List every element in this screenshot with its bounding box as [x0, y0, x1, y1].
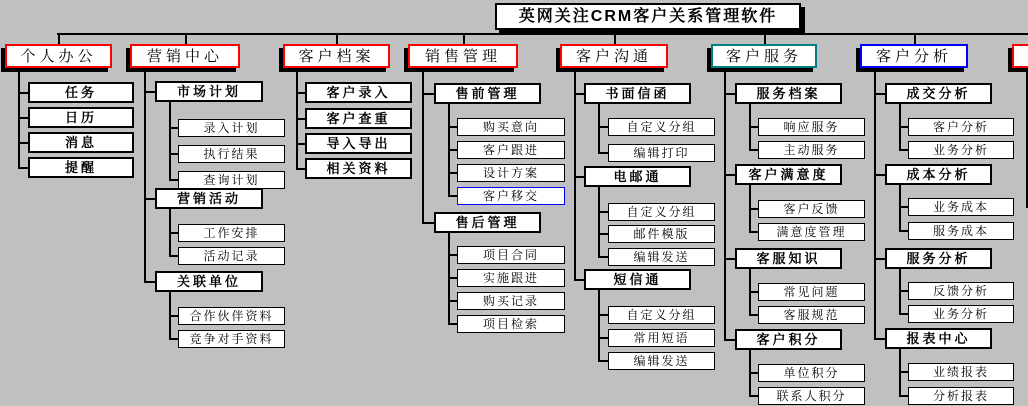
- feature-item-box: 反馈分析: [908, 282, 1014, 300]
- branch-trunk-line: [296, 68, 298, 169]
- branch-root-box: 个人办公: [5, 44, 112, 68]
- branch-root-box: 销售管理: [408, 44, 518, 68]
- feature-group-box: 售前管理: [434, 83, 541, 104]
- branch-root-box-truncated: [1012, 44, 1028, 68]
- feature-item-box: 业务分析: [908, 141, 1014, 159]
- feature-group-box: 客服知识: [735, 248, 842, 269]
- feature-item-box: 录入计划: [178, 119, 285, 137]
- group-trunk-line: [598, 104, 600, 153]
- branch-root-box: 营销中心: [130, 44, 240, 68]
- feature-item-box: 业务分析: [908, 305, 1014, 323]
- feature-item-box: 客户反馈: [758, 200, 865, 218]
- group-trunk-line: [899, 185, 901, 231]
- group-trunk-line: [749, 269, 751, 315]
- feature-group-box: 营销活动: [155, 188, 263, 209]
- feature-group-box: 服务档案: [735, 83, 842, 104]
- feature-item-box: 服务成本: [908, 222, 1014, 240]
- branch-trunk-line: [874, 68, 876, 339]
- feature-group-box: 服务分析: [885, 248, 992, 269]
- feature-group-box: 客户录入: [305, 82, 412, 103]
- feature-item-box: 客户跟进: [457, 141, 565, 159]
- branch-trunk-line: [724, 68, 726, 340]
- feature-item-box: 分析报表: [908, 387, 1014, 405]
- feature-item-box: 常用短语: [608, 329, 715, 347]
- branch-trunk-line: [422, 68, 424, 223]
- branch-stub-line: [914, 35, 916, 44]
- group-trunk-line: [749, 185, 751, 232]
- feature-group-box: 相关资料: [305, 158, 412, 179]
- feature-item-box: 项目检索: [457, 315, 565, 333]
- group-trunk-line: [448, 104, 450, 196]
- feature-item-box: 查询计划: [178, 171, 285, 189]
- feature-item-box: 业务成本: [908, 198, 1014, 216]
- feature-group-box: 客户查重: [305, 108, 412, 129]
- group-trunk-line: [169, 102, 171, 180]
- group-trunk-line: [169, 292, 171, 339]
- feature-group-box: 提醒: [28, 157, 134, 178]
- feature-item-box: 联系人积分: [758, 387, 865, 405]
- feature-group-box: 客户积分: [735, 329, 842, 350]
- feature-item-box: 设计方案: [457, 164, 565, 182]
- group-trunk-line: [598, 187, 600, 257]
- feature-item-box: 自定义分组: [608, 118, 715, 136]
- feature-item-box: 客户分析: [908, 118, 1014, 136]
- branch-root-box: 客户沟通: [560, 44, 668, 68]
- feature-item-box: 单位积分: [758, 364, 865, 382]
- feature-group-box: 书面信函: [584, 83, 691, 104]
- feature-group-box: 报表中心: [885, 328, 992, 349]
- branch-stub-line: [463, 35, 465, 44]
- feature-group-box: 售后管理: [434, 212, 541, 233]
- feature-group-box: 日历: [28, 107, 134, 128]
- chart-title: 英网关注CRM客户关系管理软件: [495, 3, 801, 30]
- group-trunk-line: [899, 269, 901, 314]
- group-trunk-line: [749, 350, 751, 396]
- feature-item-box: 业绩报表: [908, 363, 1014, 381]
- feature-item-box: 常见问题: [758, 283, 865, 301]
- group-trunk-line: [448, 233, 450, 324]
- branch-root-box: 客户分析: [860, 44, 968, 68]
- feature-group-box: 导入导出: [305, 133, 412, 154]
- group-trunk-line: [169, 209, 171, 256]
- feature-item-box: 主动服务: [758, 141, 865, 159]
- feature-group-box: 消息: [28, 132, 134, 153]
- branch-stub-line: [185, 35, 187, 44]
- title-stub-line: [626, 30, 628, 33]
- feature-item-box: 满意度管理: [758, 223, 865, 241]
- branch-stub-line: [764, 35, 766, 44]
- feature-item-box: 项目合同: [457, 246, 565, 264]
- feature-item-box: 合作伙伴资料: [178, 307, 285, 325]
- feature-group-box: 短信通: [584, 269, 691, 290]
- branch-trunk-line: [574, 68, 576, 280]
- feature-item-box: 工作安排: [178, 224, 285, 242]
- group-trunk-line: [899, 349, 901, 396]
- feature-item-box: 邮件模版: [608, 225, 715, 243]
- branch-root-box: 客户档案: [283, 44, 390, 68]
- group-trunk-line: [749, 104, 751, 150]
- feature-item-box: 执行结果: [178, 145, 285, 163]
- feature-item-box: 客服规范: [758, 306, 865, 324]
- feature-item-box: 客户移交: [457, 187, 565, 205]
- feature-group-box: 关联单位: [155, 271, 263, 292]
- branch-stub-line: [336, 35, 338, 44]
- feature-item-box: 活动记录: [178, 247, 285, 265]
- branch-stub-line: [614, 35, 616, 44]
- feature-item-box: 实施跟进: [457, 269, 565, 287]
- feature-item-box: 编辑打印: [608, 144, 715, 162]
- feature-item-box: 竞争对手资料: [178, 330, 285, 348]
- branch-trunk-line: [144, 68, 146, 282]
- feature-item-box: 编辑发送: [608, 248, 715, 266]
- feature-item-box: 自定义分组: [608, 203, 715, 221]
- feature-group-box: 电邮通: [584, 166, 691, 187]
- feature-group-box: 任务: [28, 82, 134, 103]
- feature-item-box: 编辑发送: [608, 352, 715, 370]
- group-trunk-line: [899, 104, 901, 150]
- feature-item-box: 响应服务: [758, 118, 865, 136]
- feature-group-box: 客户满意度: [735, 164, 842, 185]
- branch-stub-line: [58, 35, 60, 44]
- feature-item-box: 购买意向: [457, 118, 565, 136]
- branch-trunk-line: [18, 68, 20, 168]
- feature-group-box: 市场计划: [155, 81, 263, 102]
- feature-item-box: 自定义分组: [608, 306, 715, 324]
- feature-group-box: 成本分析: [885, 164, 992, 185]
- group-trunk-line: [598, 290, 600, 361]
- feature-group-box: 成交分析: [885, 83, 992, 104]
- branch-root-box: 客户服务: [711, 44, 817, 68]
- feature-item-box: 购买记录: [457, 292, 565, 310]
- top-bus-line: [57, 33, 1028, 35]
